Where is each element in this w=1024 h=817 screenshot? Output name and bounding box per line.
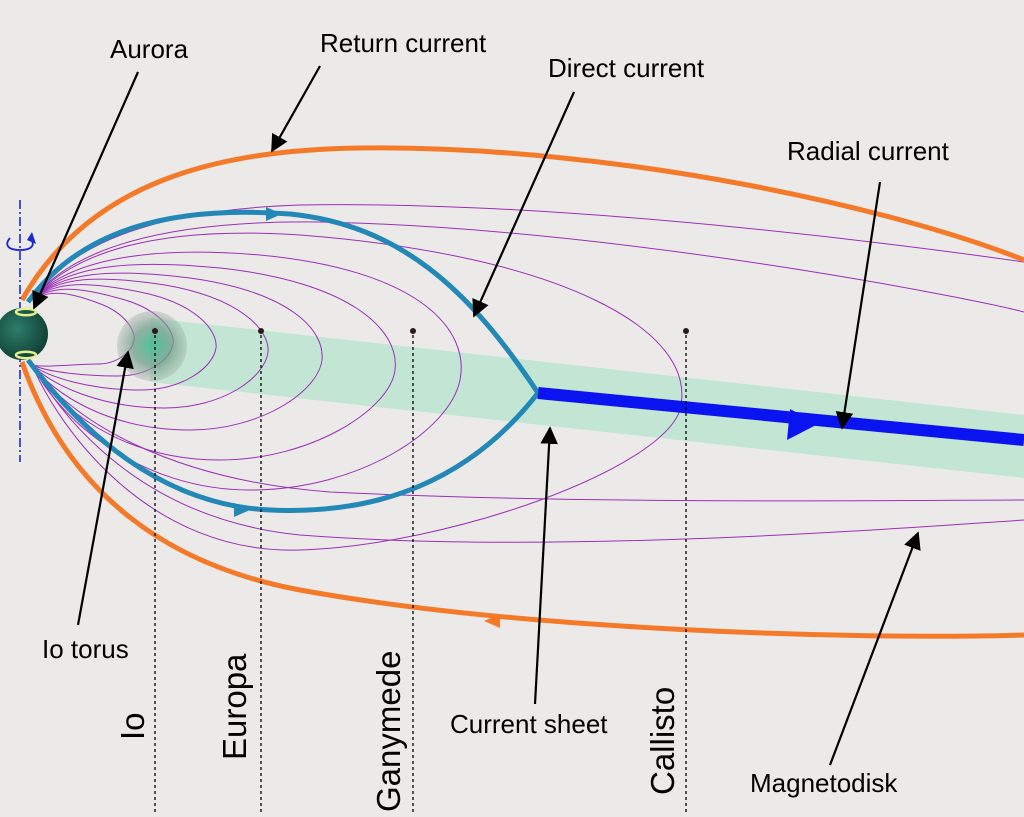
rotation-arrow-icon (7, 232, 36, 250)
jupiter-sphere-icon (0, 308, 48, 360)
radial-current-label: Radial current (787, 136, 949, 166)
moon-label-ganymede: Ganymede (370, 650, 407, 812)
moon-label-callisto: Callisto (644, 686, 681, 795)
moon-label-io: Io (114, 712, 151, 740)
current-sheet-label: Current sheet (450, 709, 608, 739)
io-torus-label: Io torus (42, 634, 129, 664)
magnetodisk-label: Magnetodisk (750, 768, 898, 798)
direct-current-arrowhead-top (266, 207, 282, 221)
direct-current-label: Direct current (548, 53, 705, 83)
moon-label-europa: Europa (216, 653, 253, 760)
io-torus-sphere (117, 311, 187, 381)
aurora-label: Aurora (110, 34, 189, 64)
return-current-label: Return current (320, 28, 487, 58)
